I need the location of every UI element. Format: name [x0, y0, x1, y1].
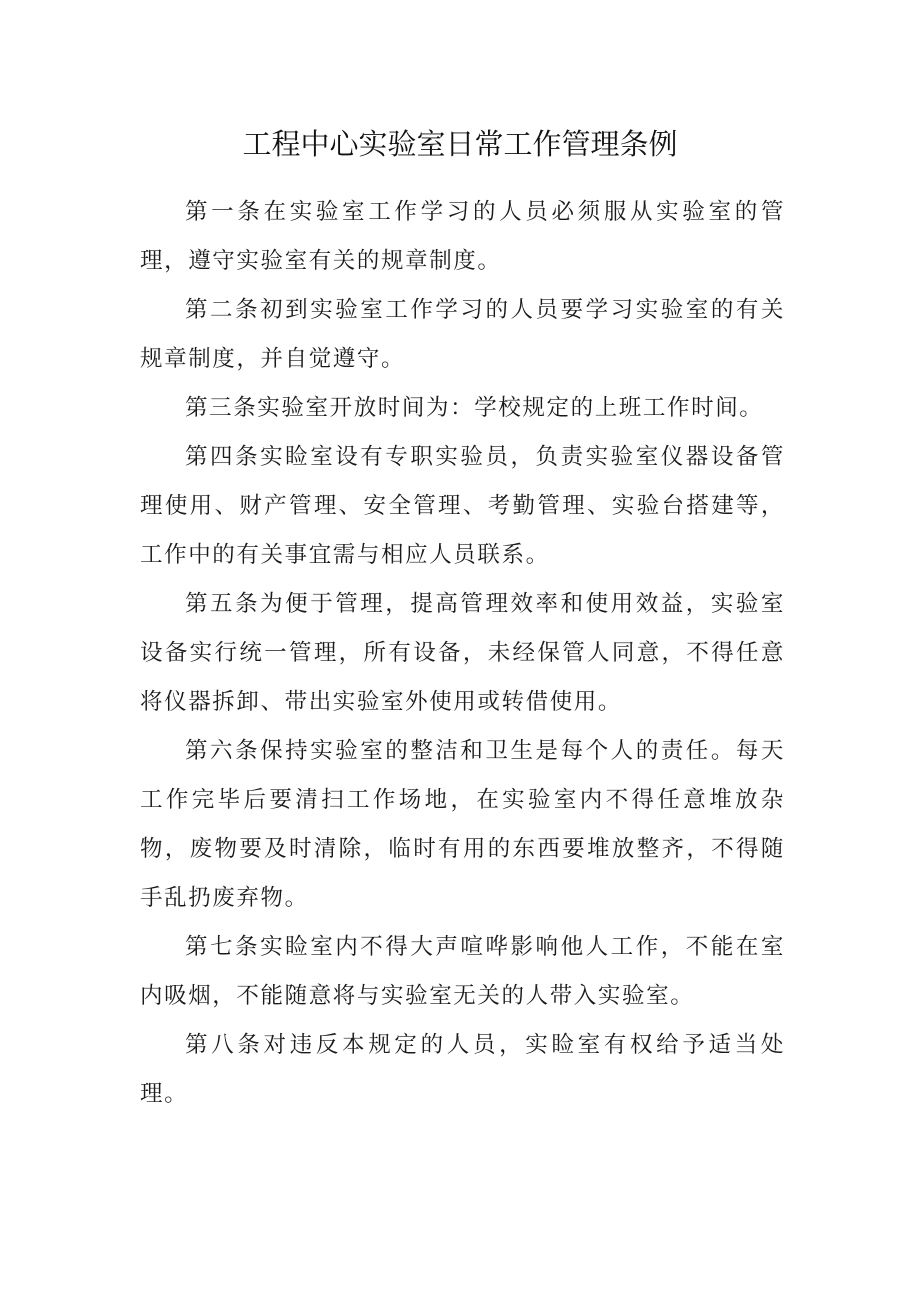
article-1: 第一条在实验室工作学习的人员必须服从实验室的管理，遵守实验室有关的规章制度。: [140, 199, 785, 274]
article-5: 第五条为便于管理，提高管理效率和使用效益，实验室设备实行统一管理，所有设备，未经保管人同意，不得任意将仪器拆卸、带出实验室外使用或转借使用。: [140, 591, 785, 715]
article-7: 第七条实睑室内不得大声喧哗影响他人工作，不能在室内吸烟，不能随意将与实验室无关的人带入实验室。: [140, 934, 785, 1009]
article-2: 第二条初到实验室工作学习的人员要学习实验室的有关规章制度，并自觉遵守。: [140, 297, 785, 372]
article-4: 第四条实睑室设有专职实验员，负责实验室仪器设备管理使用、财产管理、安全管理、考勤管理、实验台搭建等，工作中的有关事宜需与相应人员联系。: [140, 444, 785, 568]
article-3: 第三条实验室开放时间为：学校规定的上班工作时间。: [185, 395, 764, 421]
document-title: 工程中心实验室日常工作管理条例: [242, 127, 678, 161]
article-6: 第六条保持实验室的整洁和卫生是每个人的责任。每天工作完毕后要清扫工作场地，在实验室内不得任意堆放杂物，废物要及时清除，临时有用的东西要堆放整齐，不得随手乱扔废弃物。: [140, 738, 785, 911]
document-body: [140, 188, 785, 1119]
article-8: 第八条对违反本规定的人员，实睑室有权给予适当处理。: [140, 1032, 785, 1107]
